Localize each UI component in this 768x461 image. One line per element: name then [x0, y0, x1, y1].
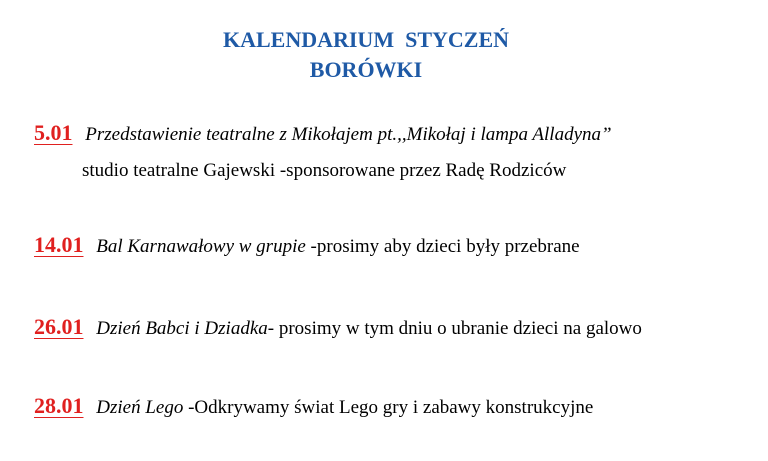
entry-event: Przedstawienie teatralne z Mikołajem pt.,,Mikołaj i lampa Alladyna”	[85, 124, 612, 145]
entry-date: 26.01	[34, 314, 84, 339]
entry-event: Dzień Babci i Dziadka	[96, 318, 268, 339]
entry-date: 14.01	[34, 232, 84, 257]
entry-date: 28.01	[34, 393, 84, 418]
page-subtitle: BORÓWKI	[309, 57, 423, 82]
page-title: KALENDARIUM STYCZEŃ	[222, 27, 510, 52]
entry-event: Bal Karnawałowy w grupie	[96, 236, 306, 257]
entry-description: -prosimy aby dzieci były przebrane	[305, 236, 580, 257]
entry-continuation: studio teatralne Gajewski -sponsorowane przez Radę Rodziców	[82, 160, 567, 181]
calendar-entry-26-01	[34, 314, 642, 340]
calendar-entry-14-01	[34, 232, 580, 258]
entry-description: - prosimy w tym dniu o ubranie dzieci na galowo	[267, 318, 642, 339]
entry-description: -Odkrywamy świat Lego gry i zabawy konstrukcyjne	[183, 397, 594, 418]
entry-event: Dzień Lego	[96, 397, 184, 418]
entry-date: 5.01	[34, 120, 73, 145]
calendar-entry-5-01	[34, 120, 612, 146]
calendar-entry-28-01	[34, 393, 593, 419]
